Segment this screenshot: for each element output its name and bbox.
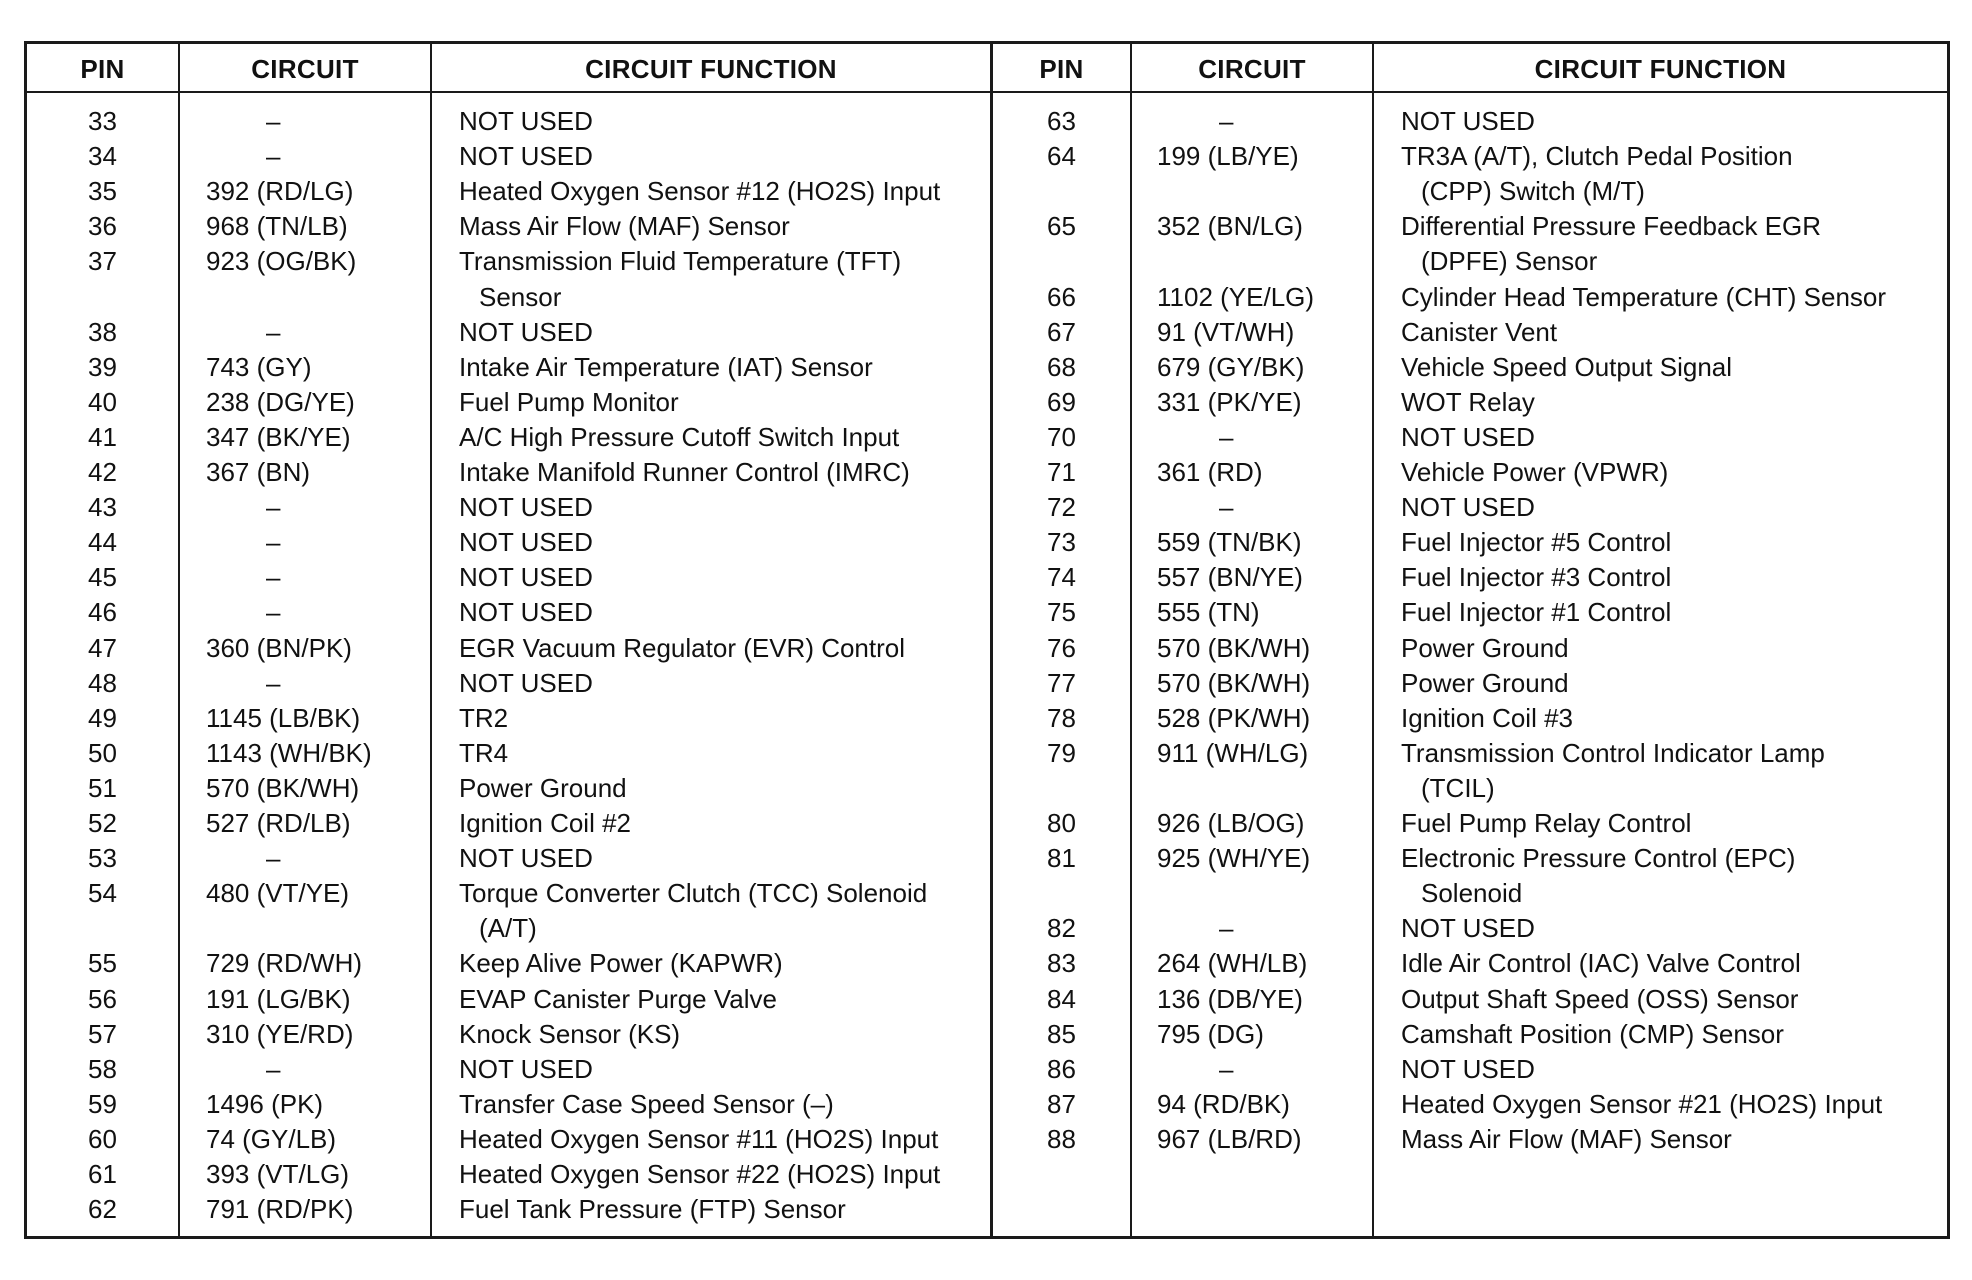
table-row xyxy=(0,1087,1972,1122)
circuit-id: 679 (GY/BK) xyxy=(1157,351,1305,382)
table-row xyxy=(0,315,1972,350)
pin-number: 82 xyxy=(1047,913,1076,944)
circuit-function: (TCIL) xyxy=(1421,772,1495,803)
circuit-function: TR3A (A/T), Clutch Pedal Position xyxy=(1401,141,1793,172)
pin-number: 50 xyxy=(88,737,117,768)
circuit-id: 238 (DG/YE) xyxy=(206,386,355,417)
circuit-id: 923 (OG/BK) xyxy=(206,246,357,277)
circuit-id: 352 (BN/LG) xyxy=(1157,211,1303,242)
circuit-id: – xyxy=(266,562,281,593)
circuit-id: 1143 (WH/BK) xyxy=(206,737,372,768)
pin-number: 52 xyxy=(88,808,117,838)
circuit-id: 1145 (LB/BK) xyxy=(206,702,361,733)
table-row xyxy=(0,385,1972,420)
table-row xyxy=(0,455,1972,490)
pin-number: 56 xyxy=(88,983,117,1014)
circuit-id: 1102 (YE/LG) xyxy=(1157,281,1315,312)
table-row xyxy=(0,244,1972,279)
circuit-function: Transmission Control Indicator Lamp xyxy=(1401,737,1825,768)
table-row xyxy=(0,350,1972,385)
table-row xyxy=(0,139,1972,174)
circuit-id: 1496 (PK) xyxy=(206,1088,324,1119)
circuit-function: NOT USED xyxy=(459,141,593,172)
pin-number: 48 xyxy=(88,667,117,698)
table-row xyxy=(0,560,1972,595)
pin-number: 80 xyxy=(1047,808,1076,838)
circuit-id: – xyxy=(266,316,281,347)
circuit-function: NOT USED xyxy=(1401,1053,1535,1084)
pin-number: 69 xyxy=(1047,386,1076,417)
pin-number: 79 xyxy=(1047,737,1076,768)
circuit-id: 91 (VT/WH) xyxy=(1157,316,1295,347)
pin-number: 73 xyxy=(1047,527,1076,558)
pin-number: 57 xyxy=(88,1018,117,1049)
table-row xyxy=(0,104,1972,139)
circuit-id: 361 (RD) xyxy=(1157,457,1263,487)
circuit-id: 968 (TN/LB) xyxy=(206,211,348,242)
circuit-function: TR2 xyxy=(459,702,509,733)
circuit-function: Heated Oxygen Sensor #12 (HO2S) Input xyxy=(459,176,941,207)
circuit-function: (DPFE) Sensor xyxy=(1421,246,1598,277)
circuit-id: 74 (GY/LB) xyxy=(206,1123,337,1154)
circuit-id: – xyxy=(266,1053,281,1084)
pin-number: 75 xyxy=(1047,597,1076,628)
table-row xyxy=(0,1052,1972,1087)
circuit-id: – xyxy=(1219,1053,1234,1084)
pin-number: 47 xyxy=(88,632,117,663)
table-row xyxy=(0,982,1972,1017)
circuit-id: 911 (WH/LG) xyxy=(1157,737,1309,768)
circuit-id: 570 (BK/WH) xyxy=(1157,667,1311,698)
circuit-id: – xyxy=(266,106,281,136)
circuit-function: Torque Converter Clutch (TCC) Solenoid xyxy=(459,878,928,909)
header-circuit-right: CIRCUIT xyxy=(1198,54,1306,84)
pin-number: 78 xyxy=(1047,702,1076,733)
table-row xyxy=(0,911,1972,946)
table-row xyxy=(0,1122,1972,1157)
table-row xyxy=(0,1192,1972,1227)
circuit-function: NOT USED xyxy=(1401,421,1535,452)
circuit-id: – xyxy=(266,141,281,172)
pin-number: 51 xyxy=(88,772,117,803)
pin-number: 70 xyxy=(1047,421,1076,452)
circuit-function: Heated Oxygen Sensor #22 (HO2S) Input xyxy=(459,1159,941,1189)
pin-number: 39 xyxy=(88,351,117,382)
circuit-function: Output Shaft Speed (OSS) Sensor xyxy=(1401,983,1799,1014)
circuit-id: 559 (TN/BK) xyxy=(1157,527,1302,558)
pin-number: 49 xyxy=(88,702,117,733)
table-row xyxy=(0,525,1972,560)
header-function-left: CIRCUIT FUNCTION xyxy=(585,54,837,84)
circuit-function: Vehicle Power (VPWR) xyxy=(1401,457,1669,487)
table-row xyxy=(0,1017,1972,1052)
circuit-id: 347 (BK/YE) xyxy=(206,421,351,452)
circuit-id: – xyxy=(266,597,281,628)
pin-number: 61 xyxy=(88,1159,117,1189)
circuit-function: NOT USED xyxy=(459,492,593,523)
table-row xyxy=(0,946,1972,981)
pin-number xyxy=(993,876,1130,911)
pin-number xyxy=(993,771,1130,806)
table-row xyxy=(0,666,1972,701)
pin-number: 41 xyxy=(88,421,117,452)
circuit-id: – xyxy=(266,843,281,874)
pin-number: 37 xyxy=(88,246,117,277)
circuit-id: 191 (LG/BK) xyxy=(206,983,351,1014)
circuit-function: Solenoid xyxy=(1421,878,1523,909)
circuit-id: 795 (DG) xyxy=(1157,1018,1264,1049)
circuit-function: Transmission Fluid Temperature (TFT) xyxy=(459,246,902,277)
circuit-id: 528 (PK/WH) xyxy=(1157,702,1311,733)
table-row xyxy=(0,209,1972,244)
circuit-function: Ignition Coil #3 xyxy=(1401,702,1573,733)
circuit-function: Sensor xyxy=(479,281,562,312)
pin-number: 42 xyxy=(88,457,117,487)
pin-number: 46 xyxy=(88,597,117,628)
pin-number: 65 xyxy=(1047,211,1076,242)
circuit-function: WOT Relay xyxy=(1401,386,1535,417)
table-row xyxy=(0,736,1972,771)
circuit-id: 557 (BN/YE) xyxy=(1157,562,1303,593)
table-row xyxy=(0,771,1972,806)
pin-number: 53 xyxy=(88,843,117,874)
circuit-id: 743 (GY) xyxy=(206,351,312,382)
circuit-function: NOT USED xyxy=(1401,913,1535,944)
circuit-function: NOT USED xyxy=(459,316,593,347)
circuit-function: Ignition Coil #2 xyxy=(459,808,631,838)
pin-number: 45 xyxy=(88,562,117,593)
circuit-id: – xyxy=(266,527,281,558)
circuit-id: – xyxy=(1219,492,1234,523)
circuit-function: Electronic Pressure Control (EPC) xyxy=(1401,843,1796,874)
circuit-id: 94 (RD/BK) xyxy=(1157,1088,1290,1119)
pin-number: 88 xyxy=(1047,1123,1076,1154)
pin-number: 33 xyxy=(88,106,117,136)
circuit-id: 527 (RD/LB) xyxy=(206,808,351,838)
table-row xyxy=(0,174,1972,209)
circuit-id: – xyxy=(266,492,281,523)
circuit-id: 480 (VT/YE) xyxy=(206,878,350,909)
circuit-function: Power Ground xyxy=(459,772,627,803)
circuit-function: Fuel Injector #5 Control xyxy=(1401,527,1672,558)
circuit-function: Intake Air Temperature (IAT) Sensor xyxy=(459,351,873,382)
pin-number: 74 xyxy=(1047,562,1076,593)
circuit-id: 367 (BN) xyxy=(206,457,311,487)
pin-number: 76 xyxy=(1047,632,1076,663)
circuit-function: EVAP Canister Purge Valve xyxy=(459,983,777,1014)
pin-number: 43 xyxy=(88,492,117,523)
circuit-id: 570 (BK/WH) xyxy=(1157,632,1311,663)
circuit-function: NOT USED xyxy=(459,106,593,136)
pin-number: 60 xyxy=(88,1123,117,1154)
circuit-id: – xyxy=(1219,421,1234,452)
pin-number: 54 xyxy=(88,878,117,909)
pin-number: 85 xyxy=(1047,1018,1076,1049)
pin-number: 81 xyxy=(1047,843,1076,874)
circuit-function: Fuel Pump Monitor xyxy=(459,386,679,417)
circuit-id: – xyxy=(266,667,281,698)
circuit-function: Fuel Injector #1 Control xyxy=(1401,597,1672,628)
circuit-function: Camshaft Position (CMP) Sensor xyxy=(1401,1018,1784,1049)
circuit-id: 729 (RD/WH) xyxy=(206,948,363,979)
circuit-function: Mass Air Flow (MAF) Sensor xyxy=(1401,1123,1732,1154)
pin-number: 40 xyxy=(88,386,117,417)
circuit-id: 393 (VT/LG) xyxy=(206,1159,350,1189)
circuit-function: Intake Manifold Runner Control (IMRC) xyxy=(459,457,910,487)
table-row xyxy=(0,631,1972,666)
circuit-function: EGR Vacuum Regulator (EVR) Control xyxy=(459,632,906,663)
circuit-id: 199 (LB/YE) xyxy=(1157,141,1299,172)
pin-number: 67 xyxy=(1047,316,1076,347)
circuit-function: Fuel Pump Relay Control xyxy=(1401,808,1692,838)
pin-number: 86 xyxy=(1047,1053,1076,1084)
circuit-function: Transfer Case Speed Sensor (–) xyxy=(459,1088,834,1119)
circuit-id: – xyxy=(1219,913,1234,944)
pin-number: 36 xyxy=(88,211,117,242)
circuit-function: NOT USED xyxy=(459,667,593,698)
header-rule xyxy=(24,91,1950,93)
pin-number: 84 xyxy=(1047,983,1076,1014)
circuit-function: A/C High Pressure Cutoff Switch Input xyxy=(459,421,900,452)
circuit-id: 555 (TN) xyxy=(1157,597,1260,628)
pin-number: 38 xyxy=(88,316,117,347)
circuit-function: (A/T) xyxy=(479,913,537,944)
table-row xyxy=(0,876,1972,911)
table-row xyxy=(0,490,1972,525)
circuit-function: Keep Alive Power (KAPWR) xyxy=(459,948,783,979)
circuit-id: 264 (WH/LB) xyxy=(1157,948,1308,979)
circuit-function: Differential Pressure Feedback EGR xyxy=(1401,211,1822,242)
circuit-id: 310 (YE/RD) xyxy=(206,1018,354,1049)
table-row xyxy=(0,806,1972,841)
circuit-function: Idle Air Control (IAC) Valve Control xyxy=(1401,948,1801,979)
pin-number: 63 xyxy=(1047,106,1076,136)
pin-number xyxy=(993,244,1130,279)
circuit-function: Canister Vent xyxy=(1401,316,1558,347)
circuit-function: NOT USED xyxy=(1401,492,1535,523)
pin-number: 71 xyxy=(1047,457,1076,487)
pin-number: 58 xyxy=(88,1053,117,1084)
pin-number: 55 xyxy=(88,948,117,979)
table-row xyxy=(0,420,1972,455)
circuit-function: Mass Air Flow (MAF) Sensor xyxy=(459,211,790,242)
circuit-id: 331 (PK/YE) xyxy=(1157,386,1302,417)
circuit-function: (CPP) Switch (M/T) xyxy=(1421,176,1645,207)
circuit-function: Knock Sensor (KS) xyxy=(459,1018,681,1049)
table-row xyxy=(0,595,1972,630)
pin-number xyxy=(993,174,1130,209)
header-circuit-left: CIRCUIT xyxy=(251,54,359,84)
circuit-function: Heated Oxygen Sensor #21 (HO2S) Input xyxy=(1401,1088,1883,1119)
circuit-function: Fuel Injector #3 Control xyxy=(1401,562,1672,593)
circuit-function: NOT USED xyxy=(459,843,593,874)
circuit-function: Vehicle Speed Output Signal xyxy=(1401,351,1733,382)
circuit-function: NOT USED xyxy=(459,597,593,628)
header-function-right: CIRCUIT FUNCTION xyxy=(1534,54,1787,84)
pin-number: 87 xyxy=(1047,1088,1076,1119)
pin-number: 66 xyxy=(1047,281,1076,312)
circuit-id: 136 (DB/YE) xyxy=(1157,983,1303,1014)
circuit-function: Cylinder Head Temperature (CHT) Sensor xyxy=(1401,281,1887,312)
circuit-id: 392 (RD/LG) xyxy=(206,176,354,207)
table-row xyxy=(0,841,1972,876)
pin-number: 68 xyxy=(1047,351,1076,382)
pin-number: 72 xyxy=(1047,492,1076,523)
circuit-function: NOT USED xyxy=(459,1053,593,1084)
circuit-id: 926 (LB/OG) xyxy=(1157,808,1305,838)
circuit-function: Power Ground xyxy=(1401,667,1569,698)
circuit-function: NOT USED xyxy=(459,562,593,593)
circuit-id: 967 (LB/RD) xyxy=(1157,1123,1302,1154)
circuit-function: Fuel Tank Pressure (FTP) Sensor xyxy=(459,1194,846,1225)
circuit-id: 791 (RD/PK) xyxy=(206,1194,354,1225)
pin-number: 59 xyxy=(88,1088,117,1119)
header-pin-left: PIN xyxy=(80,54,125,84)
pin-number: 64 xyxy=(1047,141,1076,172)
table-row xyxy=(0,1157,1972,1192)
pin-number: 35 xyxy=(88,176,117,207)
header-pin-right: PIN xyxy=(1039,54,1084,84)
pin-number: 62 xyxy=(88,1194,117,1225)
circuit-id: 925 (WH/YE) xyxy=(1157,843,1311,874)
circuit-function: TR4 xyxy=(459,737,509,768)
circuit-id: – xyxy=(1219,106,1234,136)
circuit-function: Heated Oxygen Sensor #11 (HO2S) Input xyxy=(459,1123,939,1154)
table-row xyxy=(0,280,1972,315)
pin-number: 44 xyxy=(88,527,117,558)
table-row xyxy=(0,701,1972,736)
circuit-function: Power Ground xyxy=(1401,632,1569,663)
circuit-function: NOT USED xyxy=(1401,106,1535,136)
pin-number: 77 xyxy=(1047,667,1076,698)
pin-number: 34 xyxy=(88,141,117,172)
circuit-id: 360 (BN/PK) xyxy=(206,632,352,663)
circuit-id: 570 (BK/WH) xyxy=(206,772,360,803)
circuit-function: NOT USED xyxy=(459,527,593,558)
pin-number: 83 xyxy=(1047,948,1076,979)
